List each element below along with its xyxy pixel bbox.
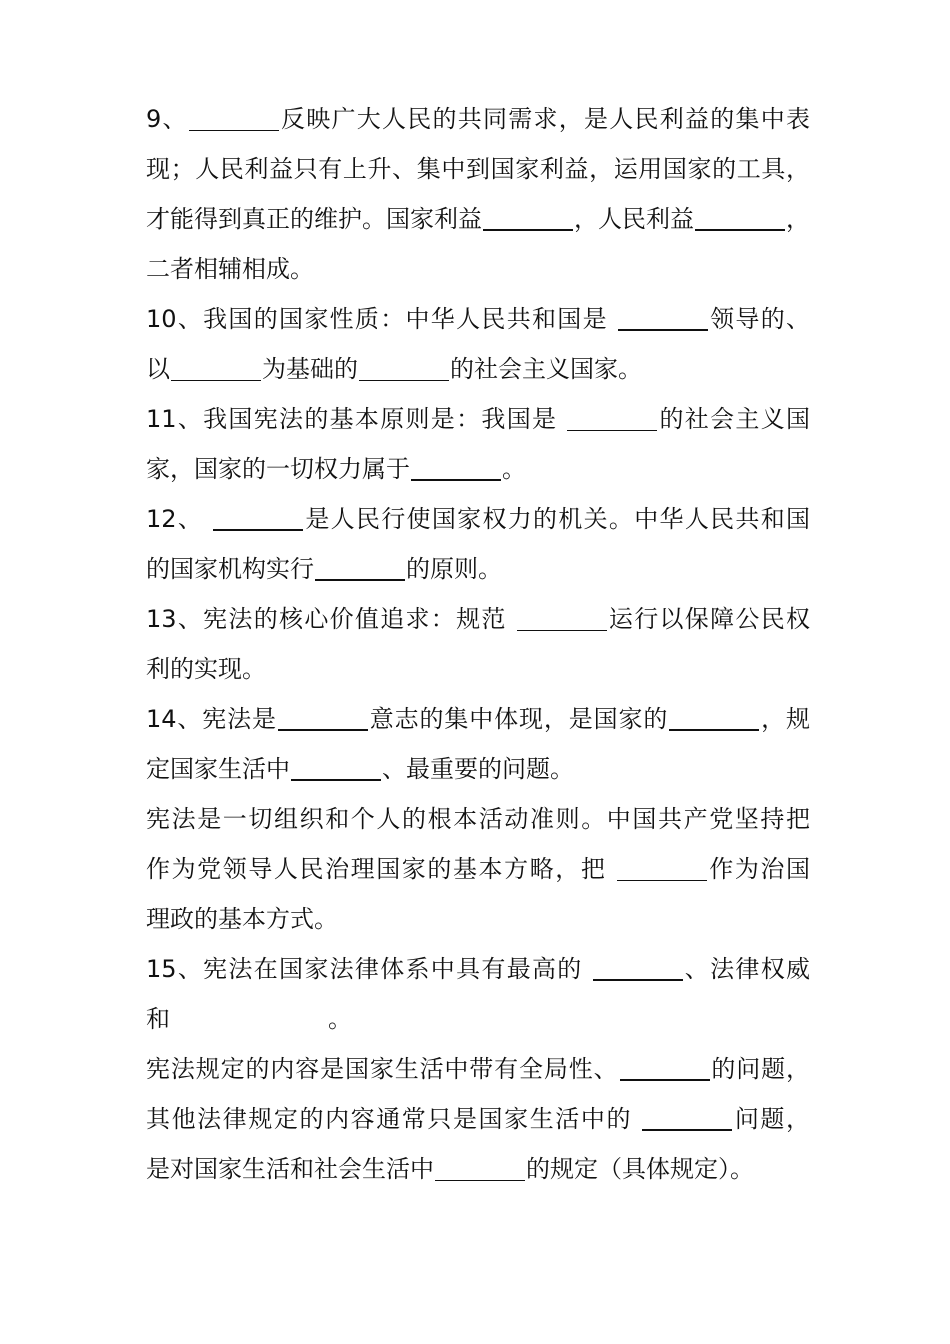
item-9-line-2: 现；人民利益只有上升、集中到国家利益，运用国家的工具， (146, 155, 810, 183)
answer-blank[interactable] (593, 955, 683, 981)
answer-blank[interactable] (435, 1156, 525, 1181)
item-13-line-2: 利的实现。 (146, 655, 266, 683)
answer-blank[interactable] (567, 406, 657, 431)
item-15-line-1: 15、宪法在国家法律体系中具有最高的 、法律权威 (146, 955, 810, 983)
answer-blank[interactable] (291, 755, 381, 781)
item-15-line-4: 其他法律规定的内容通常只是国家生活中的 问题， (146, 1105, 810, 1133)
answer-blank[interactable] (189, 106, 279, 131)
item-number: 15、 (146, 955, 204, 983)
answer-blank[interactable] (620, 1055, 710, 1081)
item-14-line-1: 14、宪法是 意志的集中体现，是国家的 ，规 (146, 705, 811, 733)
item-14-line-2: 定国家生活中 、最重要的问题。 (146, 755, 574, 783)
answer-blank[interactable] (171, 356, 261, 381)
item-10-line-2: 以 为基础的 的社会主义国家。 (146, 355, 642, 383)
answer-blank[interactable] (315, 555, 405, 581)
answer-blank[interactable] (642, 1105, 732, 1131)
item-14-line-3: 宪法是一切组织和个人的根本活动准则。中国共产党坚持把 (146, 805, 810, 833)
answer-blank[interactable] (695, 205, 785, 231)
item-9-line-3: 才能得到真正的维护。国家利益 ，人民利益 ， (146, 205, 810, 233)
answer-blank[interactable] (171, 1007, 327, 1031)
item-10-line-1: 10、我国的国家性质：中华人民共和国是 领导的、 (146, 305, 810, 333)
answer-blank[interactable] (359, 356, 449, 381)
item-13-line-1: 13、宪法的核心价值追求：规范 运行以保障公民权 (146, 605, 810, 633)
item-9-line-1: 9、 反映广大人民的共同需求，是人民利益的集中表 (146, 105, 811, 133)
answer-blank[interactable] (669, 705, 759, 731)
item-number: 13、 (146, 605, 204, 633)
item-9-line-4: 二者相辅相成。 (146, 255, 314, 283)
answer-blank[interactable] (411, 455, 501, 481)
item-11-line-1: 11、我国宪法的基本原则是：我国是 的社会主义国 (146, 405, 810, 433)
answer-blank[interactable] (278, 705, 368, 731)
item-number: 9、 (146, 105, 188, 133)
item-14-line-4: 作为党领导人民治理国家的基本方略，把 作为治国 (146, 855, 810, 883)
item-15-line-3: 宪法规定的内容是国家生活中带有全局性、 的问题， (146, 1055, 811, 1083)
item-12-line-1: 12、 是人民行使国家权力的机关。中华人民共和国 (146, 505, 811, 533)
item-12-line-2: 的国家机构实行 的原则。 (146, 555, 502, 583)
answer-blank[interactable] (483, 205, 573, 231)
item-11-line-2: 家，国家的一切权力属于 。 (146, 455, 526, 483)
item-number: 10、 (146, 305, 204, 333)
item-number: 11、 (146, 405, 204, 433)
item-14-line-5: 理政的基本方式。 (146, 905, 338, 933)
item-15-line-5: 是对国家生活和社会生活中 的规定（具体规定）。 (146, 1155, 754, 1183)
answer-blank[interactable] (213, 505, 303, 531)
item-15-line-2: 和 。 (146, 1005, 352, 1033)
answer-blank[interactable] (517, 606, 607, 631)
item-number: 14、 (146, 705, 203, 733)
item-number: 12、 (146, 505, 204, 533)
answer-blank[interactable] (617, 856, 707, 881)
answer-blank[interactable] (618, 305, 708, 331)
